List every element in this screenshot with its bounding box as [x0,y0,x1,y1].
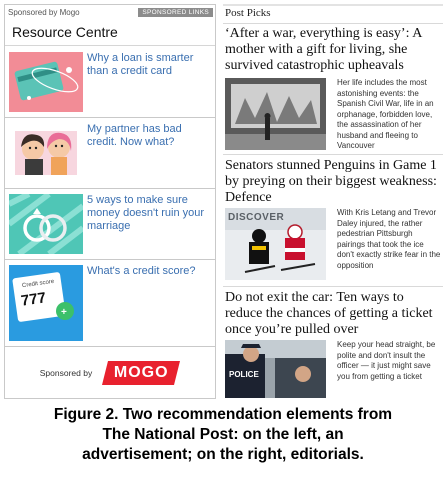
post-title[interactable]: ‘After a war, everything is easy’: A mother with a gift for living, she survived catastrophic upheavals [225,26,422,73]
ad-link-marriage[interactable]: 5 ways to make sure money doesn't ruin your marriage [87,194,205,232]
caption-line: Figure 2. Two recommendation elements from [53,406,393,423]
ad-topbar [5,5,215,19]
post-item[interactable] [223,290,443,381]
post-item[interactable] [223,26,443,150]
caption-line: advertisement; on the right, editorials. [82,446,364,463]
sponsored-by-label: Sponsored by [39,368,93,378]
sponsored-ad-panel [4,4,216,399]
post-description: Her life includes the most astonishing events: the Spanish Civil War, life in an orphanage, forbidden love, the assassination of her husband and fleeing to Vancouver [337,78,434,150]
post-description: Keep your head straight, be polite and don't insult the officer — it just might save you from getting a ticket [337,340,436,381]
ad-item-partner[interactable] [5,119,215,189]
police-label-text: POLICE [229,370,259,379]
mogo-logo-text: MOGO [113,364,169,381]
ad-footer [5,348,215,398]
post-item[interactable] [223,158,443,270]
sponsored-links-badge[interactable]: SPONSORED LINKS [138,8,213,17]
ad-item-credit-score[interactable] [5,261,215,347]
hockey-board-text: DISCOVER [228,212,285,223]
caption-line: The National Post: on the left, an [102,426,344,443]
divider [223,286,443,287]
credit-score-card[interactable] [9,265,83,341]
museum-painting-photo[interactable] [225,78,326,150]
ad-item-marriage[interactable] [5,190,215,260]
divider [223,23,443,24]
credit-score-caption: Credit score [21,278,55,290]
rings-illustration[interactable] [9,194,83,254]
ad-item-loan[interactable] [5,48,215,118]
figure-caption [0,405,446,465]
divider [223,154,443,155]
sponsor-text: Sponsored by Mogo [8,7,80,17]
mogo-logo[interactable] [102,361,180,385]
post-title[interactable]: Senators stunned Penguins in Game 1 by preying on their biggest weakness: Defence [225,158,437,205]
post-picks-heading: Post Picks [223,4,443,20]
svg-text:+: + [61,307,67,318]
ad-link-partner[interactable]: My partner has bad credit. Now what? [87,123,182,148]
couple-illustration[interactable] [9,123,83,183]
police-photo[interactable] [225,340,326,398]
loan-illustration[interactable] [9,52,83,112]
post-description: With Kris Letang and Trevor Daley injured, the rather pedestrian Pittsburgh pairings that took the ice don't exactly strike fear in the opposition [337,208,441,270]
post-picks-panel [223,4,443,399]
post-title[interactable]: Do not exit the car: Ten ways to reduce the chances of getting a ticket once you’re pulled over [225,290,433,337]
hockey-photo[interactable] [225,208,326,280]
ad-link-credit-score[interactable]: What's a credit score? [87,265,196,277]
ad-link-loan[interactable]: Why a loan is smarter than a credit card [87,52,194,77]
resource-centre-heading: Resource Centre [5,19,215,46]
credit-score-number: 777 [19,289,48,310]
